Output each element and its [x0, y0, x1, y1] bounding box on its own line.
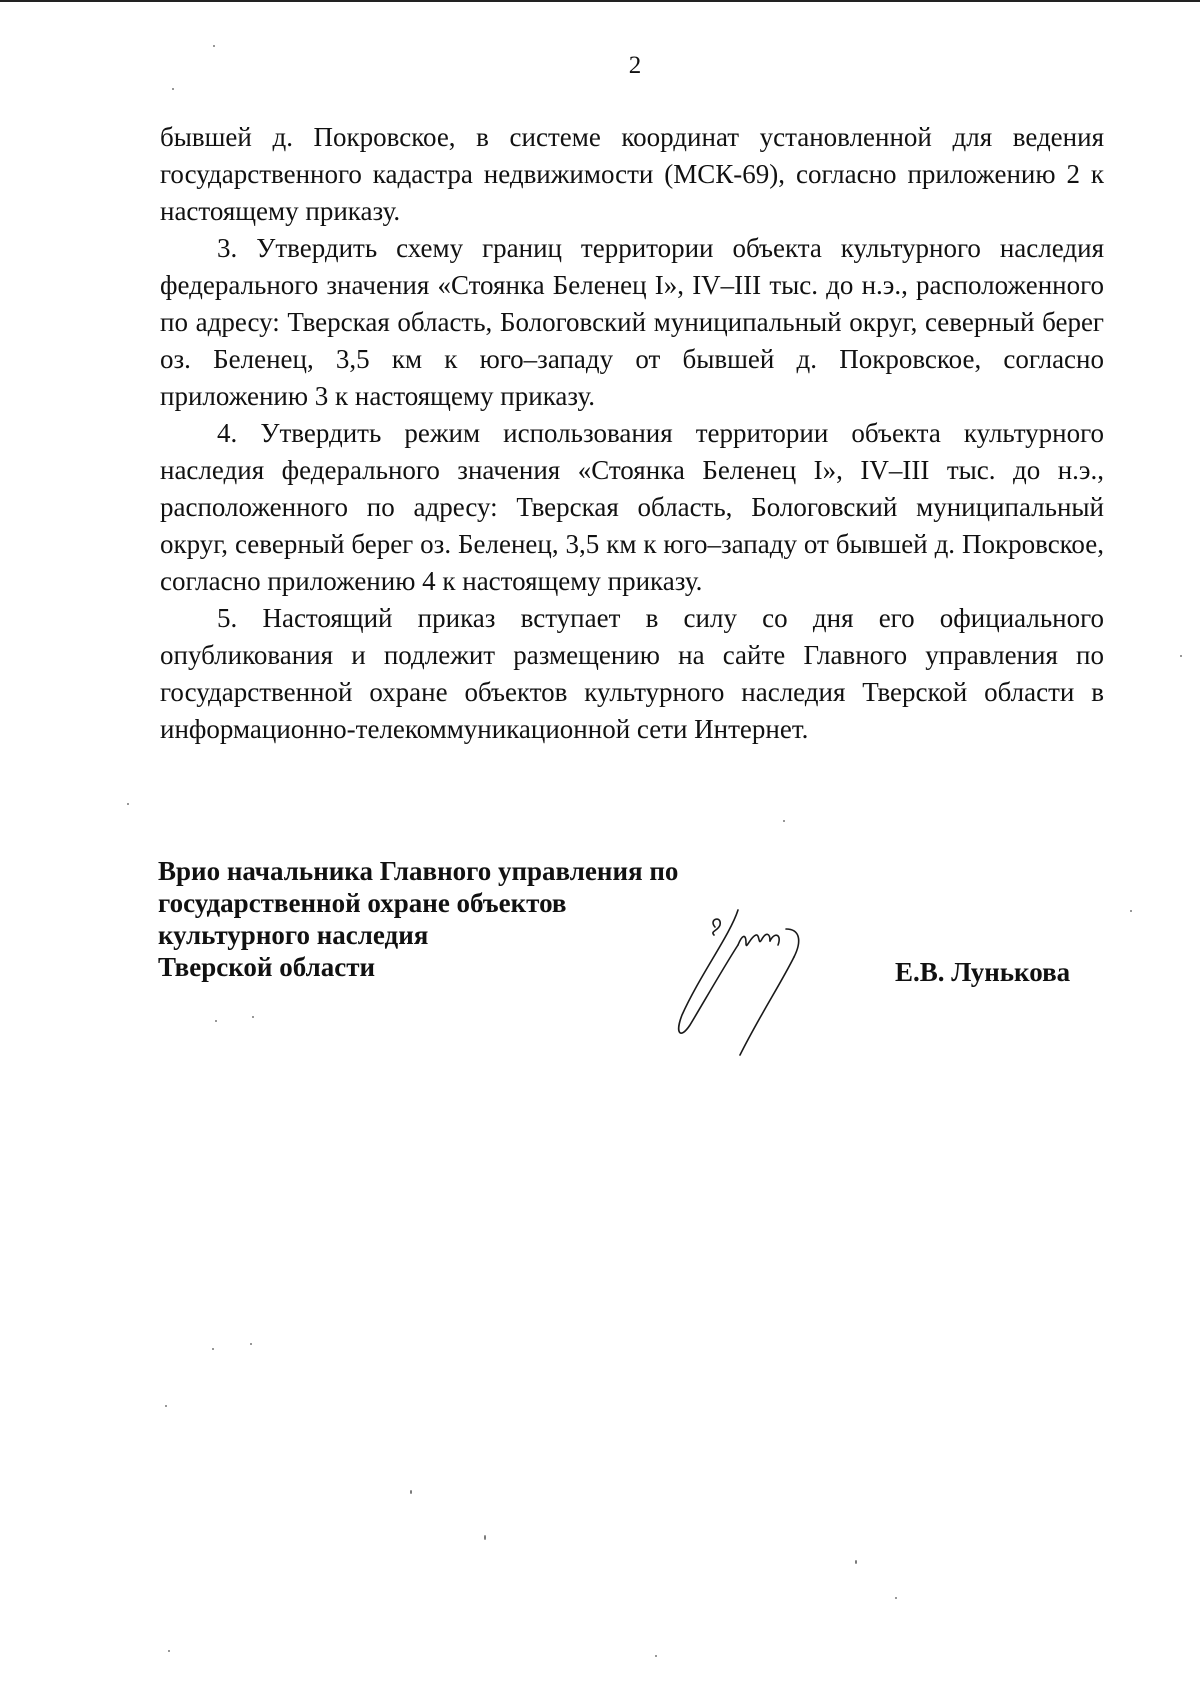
paragraph-continuation: бывшей д. Покровское, в системе координат установленной для ведения государственного кадастра недвижимости (МСК-69), согласно приложению 2 к настоящему приказу.	[160, 122, 1104, 226]
scan-speck	[783, 820, 785, 822]
signatory-position-line: Тверской области	[158, 952, 376, 982]
paragraph-item-4: 4. Утвердить режим использования территории объекта культурного наследия федерального значения «Стоянка Беленец I», IV–III тыс. до н.э., расположенного по адресу: Тверская область, Бологовский муниципальный округ, северный берег оз. Беленец, 3,5 км к юго–западу от бывшей д. Покровское, согласно приложению 4 к настоящему приказу.	[160, 418, 1104, 596]
signatory-position	[158, 855, 678, 983]
scan-speck	[168, 1650, 170, 1652]
signatory-name: Е.В. Лунькова	[895, 957, 1071, 987]
signatory-position-line: культурного наследия	[158, 920, 429, 950]
scan-speck	[215, 1020, 217, 1022]
scan-speck	[895, 1597, 897, 1599]
document-body	[160, 119, 1104, 748]
scan-speck	[212, 1348, 214, 1350]
handwritten-signature	[660, 905, 850, 1065]
scan-speck	[484, 1535, 486, 1540]
scan-speck	[855, 1560, 857, 1564]
scan-speck	[172, 88, 174, 90]
paragraph-item-3: 3. Утвердить схему границ территории объекта культурного наследия федерального значения «Стоянка Беленец I», IV–III тыс. до н.э., расположенного по адресу: Тверская область, Бологовский муниципальный округ, северный берег оз. Беленец, 3,5 км к юго–западу от бывшей д. Покровское, согласно приложению 3 к настоящему приказу.	[160, 233, 1104, 411]
scan-speck	[252, 1016, 254, 1018]
scan-speck	[655, 1655, 657, 1657]
scan-speck	[213, 45, 215, 47]
paragraph-item-5: 5. Настоящий приказ вступает в силу со дня его официального опубликования и подлежит размещению на сайте Главного управления по государственной охране объектов культурного наследия Тверской области в информационно-телекоммуникационной сети Интернет.	[160, 603, 1104, 744]
page-top-edge	[0, 0, 1200, 2]
page-number: 2	[628, 52, 642, 79]
signatory-position-line: Врио начальника Главного управления по	[158, 856, 679, 886]
scan-speck	[127, 803, 129, 805]
scan-speck	[1130, 910, 1132, 912]
scan-speck	[1180, 655, 1182, 657]
scan-speck	[410, 1490, 412, 1494]
scan-speck	[165, 1405, 167, 1407]
signatory-position-line: государственной охране объектов	[158, 888, 567, 918]
scan-speck	[250, 1343, 252, 1345]
